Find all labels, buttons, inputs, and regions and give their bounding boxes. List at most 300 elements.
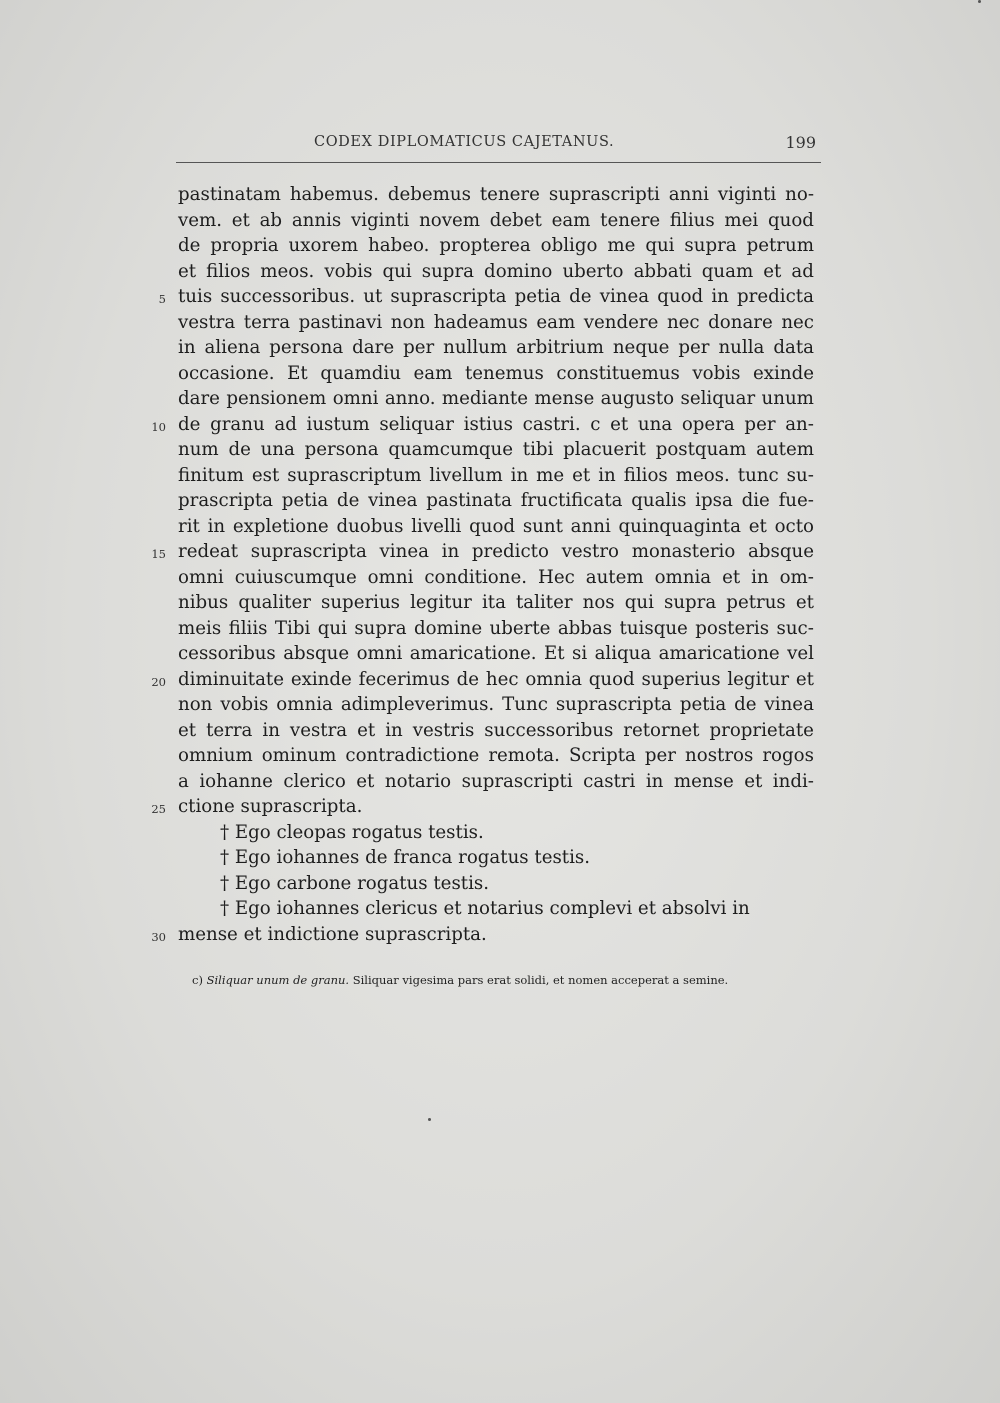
line-text [178,590,814,616]
word: data [773,337,814,358]
word: granu [210,413,265,435]
word: monasterio [631,541,736,562]
text-line [178,743,814,769]
word: vobis [692,362,741,384]
word: c [590,413,601,435]
word: terra [243,311,291,333]
word: habeo. [368,235,430,256]
word: meis [178,617,222,639]
word: et [795,592,814,613]
word: predicto [471,541,549,562]
line-text [178,233,814,259]
text-line [178,208,814,234]
word: taliter [516,592,573,613]
word: omni [178,566,224,588]
word: absque [748,541,814,562]
word: et [357,719,376,741]
word: terra [206,719,253,741]
word: mei [724,209,759,231]
line-text [178,259,814,285]
word: num [178,439,219,460]
header-rule [176,162,821,163]
word: filiis [228,617,268,639]
word: et [356,770,375,792]
running-head [178,134,816,156]
word: habemus. [289,184,379,205]
word: ipsa [695,490,733,511]
word: filios [206,260,251,282]
word: seliquar [379,413,454,435]
word: Hec [537,566,575,588]
word: in [385,719,403,741]
word: amaricatione [658,643,780,664]
word: vinea [368,490,418,511]
text-line [151,922,814,948]
word: ab [259,209,283,231]
text-line [178,437,814,463]
word: in [751,566,769,588]
word: castri [583,770,636,792]
text-line [178,565,814,591]
word: petia [281,490,329,511]
line-text [178,335,814,361]
line-text [178,667,814,693]
line-number: 30 [151,929,166,944]
word: hec [485,668,519,690]
line-text [178,208,814,234]
word: a [178,770,189,792]
word: mense [673,770,734,792]
word: aliena [204,337,261,358]
word: Et [287,362,308,384]
witness-line [178,896,814,922]
text-line [178,259,814,285]
line-text [178,718,814,744]
line-text [178,488,814,514]
word: domine [413,617,483,639]
word: persona [269,337,344,358]
word: et [178,719,197,741]
text-line [178,641,814,667]
word: qui [382,260,412,282]
word: amaricatione. [409,643,537,664]
word: qualiter [238,592,311,613]
text-line [178,616,814,642]
line-text: † Ego carbone rogatus testis. [220,872,490,894]
word: om- [779,566,814,588]
witness-line [178,845,814,871]
word: dare [178,388,220,409]
word: quod [588,668,635,690]
page-number: 199 [785,133,816,152]
word: Tunc [502,694,548,715]
word: eam [536,311,576,333]
word: et [572,464,591,486]
word: expletione [232,515,329,537]
word: qualis [631,490,687,511]
word: iohanne [199,770,273,792]
word: novem [419,209,481,231]
word: tenemus [464,362,544,384]
word: in [598,464,616,486]
text-line [178,590,814,616]
word: in [441,541,460,562]
text-line [178,692,814,718]
word: tenere [600,209,661,231]
word: in [510,464,529,486]
text-line [178,514,814,540]
word: omni [356,643,403,664]
line-text [178,616,814,642]
word: predicta [737,286,814,307]
word: tunc [737,464,779,486]
text-line [151,794,814,820]
word: ad [274,413,297,435]
word: sunt [522,515,563,537]
word: quod [657,286,704,307]
word: uberte [489,617,551,639]
word: fructificata [520,490,623,511]
word: omnia [276,694,333,715]
word: constituemus [556,362,680,384]
word: suprascriptum [287,464,422,486]
word: de [178,413,201,435]
word: die [741,490,770,511]
word: debet [489,209,542,231]
word: petia [514,286,561,307]
word: omni [367,566,414,588]
word: clerico [283,770,346,792]
line-text [178,769,814,795]
word: omnia [654,566,712,588]
word: nullum [443,337,508,358]
word: absque [283,643,350,664]
word: finitum [178,464,244,486]
word: notario [384,770,452,792]
word: contradictione [345,745,480,766]
word: vel [787,643,814,664]
word: fecerimus [358,668,450,690]
footnote-marker: c) [192,973,203,987]
word: augusto [600,388,675,409]
word: me [607,235,636,256]
word: pastinatam [178,184,281,205]
word: me [536,464,565,486]
word: et [744,770,763,792]
text-line [158,284,814,310]
word: Scripta [568,745,636,766]
word: unum [761,388,814,409]
word: et [795,668,814,690]
word: Et [543,643,565,664]
word: castri. [522,413,581,435]
word: debemus [387,184,471,205]
word: adimpleverimus. [340,694,495,715]
word: livelli [411,515,462,537]
ink-speck [978,0,981,3]
word: anni [668,184,709,205]
word: de [569,286,592,307]
word: arbitrium [516,337,604,358]
word: tibi [522,439,554,460]
text-line [178,386,814,412]
body-text [151,182,814,947]
word: mense [534,388,595,409]
word: quamdiu [320,362,401,384]
word: eam [551,209,591,231]
word: suprascripti [461,770,573,792]
line-text [178,437,814,463]
word: non [178,694,213,715]
word: filius [669,209,715,231]
line-text [178,743,814,769]
line-text [178,463,814,489]
word: occasione. [178,362,275,384]
word: et [722,566,741,588]
word: obligo [540,235,598,256]
word: posteris [695,617,770,639]
word: fue- [778,490,814,511]
line-number: 5 [158,292,166,306]
text-line [178,310,814,336]
word: qui [317,617,347,639]
word: si [571,643,588,664]
word: vestro [561,541,619,562]
word: anno. [384,388,436,409]
word: ominum [261,745,337,766]
word: dare [352,337,395,358]
word: seliquar [680,388,756,409]
word: superius [321,592,401,613]
word: ut [363,286,383,307]
line-number: 25 [151,802,166,816]
word: autem [585,566,644,588]
word: qui [645,235,675,256]
word: et [178,260,197,282]
word: remota. [488,745,560,766]
line-text: mense et indictione suprascripta. [178,923,487,945]
word: per [403,337,435,358]
word: petia [679,694,727,715]
word: quam [701,260,754,282]
word: in [645,770,664,792]
word: quinquaginta [618,515,741,537]
word: meos. [260,260,315,282]
word: pastinata [426,490,512,511]
word: cuiuscumque [234,566,357,588]
word: opera [681,413,735,435]
word: livellum [429,464,503,486]
line-text [178,310,814,336]
word: omnium [178,745,253,766]
word: per [744,413,776,435]
word: supra [684,235,737,256]
running-title: CODEX DIPLOMATICUS CAJETANUS. [314,134,615,150]
word: istius [463,413,513,435]
word: vestris [412,719,475,741]
word: de [228,439,251,460]
word: vestra [178,311,236,333]
word: exinde [753,362,814,384]
word: exinde [290,668,352,690]
word: et [231,209,250,231]
line-text: † Ego iohannes clericus et notarius complevi et absolvi in [220,898,750,919]
word: suprascripta [250,541,367,562]
word: tuis [178,286,213,307]
line-text [178,565,814,591]
word: quod [767,209,814,231]
word: suprascripta [390,286,507,307]
word: meos. [675,464,730,486]
word: de [456,668,480,690]
word: de [178,235,201,256]
word: duobus [336,515,404,537]
word: vestra [289,719,348,741]
word: vobis [324,260,373,282]
line-number: 20 [151,674,166,689]
word: redeat [178,541,239,562]
word: vem. [178,209,223,231]
word: supra [421,260,474,282]
text-line [178,769,814,795]
text-line [178,718,814,744]
line-text [178,692,814,718]
word: propria [210,235,279,256]
word: autem [756,439,814,460]
word: quod [469,515,516,537]
line-text [178,386,814,412]
footnote-text: Siliquar vigesima pars erat solidi, et nomen acceperat a semine. [352,973,729,987]
word: et [610,413,629,435]
word: in [262,719,280,741]
word: et [748,515,767,537]
word: vendere [583,311,659,333]
line-text: ctione suprascripta. [178,796,363,817]
word: suc- [776,617,814,639]
word: ad [791,260,814,282]
word: legitur [410,592,472,613]
line-text [178,412,814,438]
line-number: 10 [151,419,166,434]
word: successoribus [484,719,614,741]
word: legitur [727,668,790,690]
word: hadeamus [433,311,528,333]
text-line [151,412,814,438]
word: no- [785,184,814,205]
line-number: 15 [151,547,166,561]
word: nulla [718,337,765,358]
word: quamcumque [388,439,514,460]
word: an- [785,413,814,435]
word: supra [663,592,717,613]
word: suprascripta [555,694,672,715]
word: vinea [379,541,429,562]
word: suprascripti [548,184,660,205]
word: in [207,515,226,537]
word: postquam [655,439,747,460]
word: supra [354,617,407,639]
word: non [390,311,426,333]
word: superius [641,668,721,690]
word: annis [291,209,342,231]
text-line [178,335,814,361]
word: filios [623,464,668,486]
word: donare [708,311,773,333]
word: conditione. [424,566,528,588]
text-line [178,488,814,514]
word: in [711,286,729,307]
line-text: † Ego iohannes de franca rogatus testis. [220,847,591,868]
word: iustum [306,413,370,435]
word: qui [624,592,654,613]
word: nec [666,311,700,333]
word: una [260,439,295,460]
line-text [178,182,814,208]
footnote-lemma: Siliquar unum de granu. [206,973,350,987]
word: petrum [746,235,814,256]
text-line [178,233,814,259]
word: proprietate [709,719,814,741]
word: nostros [685,745,754,766]
word: Tibi [274,617,311,639]
word: viginti [350,209,410,231]
word: viginti [717,184,777,205]
word: su- [786,464,814,486]
word: propterea [439,235,531,256]
word: pensionem [226,388,327,409]
word: anni [570,515,611,537]
word: una [637,413,673,435]
word: per [678,337,710,358]
word: mediante [441,388,528,409]
text-line [151,539,814,565]
word: successoribus. [220,286,356,307]
word: in [178,337,196,358]
text-line [178,463,814,489]
word: nibus [178,592,229,613]
line-text: † Ego cleopas rogatus testis. [220,821,484,843]
word: tuisque [619,617,688,639]
line-text [178,284,814,310]
word: vinea [599,286,650,307]
line-text [178,641,814,667]
text-line [178,182,814,208]
word: diminuitate [178,668,284,690]
line-text [178,361,814,387]
text-line [151,667,814,693]
footnote [192,972,792,988]
word: domino [484,260,553,282]
word: tenere [479,184,540,205]
word: abbati [633,260,692,282]
word: retornet [623,719,700,741]
word: cessoribus [178,643,276,664]
ink-speck [428,1118,431,1121]
word: prascripta [178,490,274,511]
word: placuerit [563,439,646,460]
word: rit [178,515,200,537]
word: rogos [762,745,814,766]
word: vobis [220,694,269,715]
word: nos [582,592,615,613]
word: omnia [525,668,582,690]
word: petrus [726,592,786,613]
word: per [644,745,677,766]
word: eam [413,362,453,384]
word: persona [304,439,379,460]
word: vinea [764,694,814,715]
word: pastinavi [298,311,383,333]
